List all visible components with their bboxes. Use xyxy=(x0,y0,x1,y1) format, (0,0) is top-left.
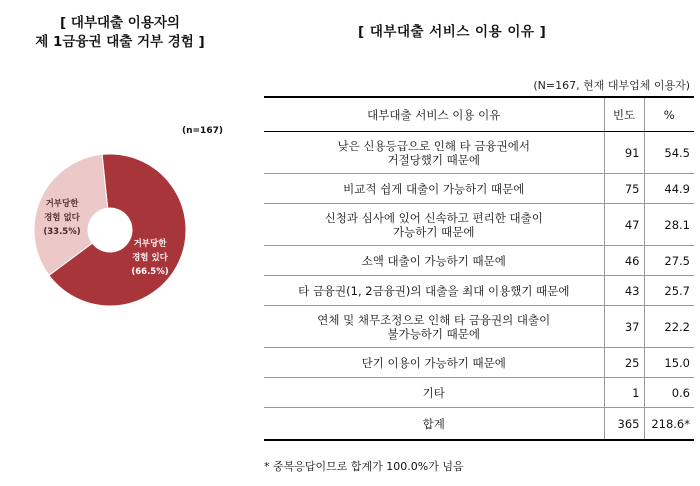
table-row xyxy=(264,306,694,348)
pct-cell: 28.1 xyxy=(644,204,694,246)
reason-cell xyxy=(264,132,604,174)
donut-chart xyxy=(30,140,190,320)
table-title: [ 대부대출 서비스 이용 이유 ] xyxy=(358,24,547,40)
header-freq: 빈도 xyxy=(604,97,644,132)
pct-cell: 0.6 xyxy=(644,378,694,408)
total-freq: 365 xyxy=(604,408,644,441)
freq-cell: 37 xyxy=(604,306,644,348)
reason-cell xyxy=(264,306,604,348)
pct-cell: 27.5 xyxy=(644,246,694,276)
reason-line2: 가능하기 때문에 xyxy=(393,224,475,239)
table-row xyxy=(264,246,694,276)
total-pct: 218.6* xyxy=(644,408,694,441)
donut-chart-title xyxy=(0,14,240,52)
freq-cell: 43 xyxy=(604,276,644,306)
freq-cell: 46 xyxy=(604,246,644,276)
table-source-note: (N=167, 현재 대부업체 이용자) xyxy=(533,79,690,92)
table-row xyxy=(264,132,694,174)
header-reason: 대부대출 서비스 이용 이유 xyxy=(264,97,604,132)
reason-line1: 기타 xyxy=(422,385,445,400)
reason-cell xyxy=(264,276,604,306)
pct-cell: 15.0 xyxy=(644,348,694,378)
reason-cell xyxy=(264,174,604,204)
total-label: 합계 xyxy=(264,408,604,441)
donut-slice-label: 거부당한 xyxy=(45,199,79,209)
freq-cell: 91 xyxy=(604,132,644,174)
sample-size-label: (n=167) xyxy=(182,126,223,136)
reason-line1: 소액 대출이 가능하기 때문에 xyxy=(361,253,506,268)
reasons-table xyxy=(264,96,694,441)
reason-line1: 연체 및 채무조정으로 인해 타 금융권의 대출이 xyxy=(317,312,551,327)
header-pct: % xyxy=(644,97,694,132)
reason-line1: 타 금융권(1, 2금융권)의 대출을 최대 이용했기 때문에 xyxy=(298,283,570,298)
reason-line1: 단기 이용이 가능하기 때문에 xyxy=(361,355,506,370)
table-row xyxy=(264,348,694,378)
reason-cell xyxy=(264,204,604,246)
reason-cell xyxy=(264,378,604,408)
footnote: * 중복응답이므로 합계가 100.0%가 넘음 xyxy=(264,460,464,473)
donut-slice-label: 경험 없다 xyxy=(44,213,80,223)
reason-line1: 비교적 쉽게 대출이 가능하기 때문에 xyxy=(343,181,525,196)
donut-slice-label: 거부당한 xyxy=(133,239,167,249)
donut-slice-label: (66.5%) xyxy=(131,267,169,277)
freq-cell: 75 xyxy=(604,174,644,204)
reason-line2: 거절당했기 때문에 xyxy=(387,152,481,167)
pct-cell: 54.5 xyxy=(644,132,694,174)
donut-title-line1: [ 대부대출 이용자의 xyxy=(60,15,180,31)
table-row xyxy=(264,276,694,306)
reason-line1: 신청과 심사에 있어 신속하고 편리한 대출이 xyxy=(324,210,543,225)
table-total-row xyxy=(264,408,694,441)
pct-cell: 25.7 xyxy=(644,276,694,306)
donut-slice-label: 경험 있다 xyxy=(132,253,168,263)
freq-cell: 25 xyxy=(604,348,644,378)
reason-line1: 낮은 신용등급으로 인해 타 금융권에서 xyxy=(337,138,530,153)
pct-cell: 22.2 xyxy=(644,306,694,348)
freq-cell: 47 xyxy=(604,204,644,246)
table-row xyxy=(264,174,694,204)
reason-cell xyxy=(264,246,604,276)
reason-line2: 불가능하기 때문에 xyxy=(387,326,481,341)
donut-title-line2: 제 1금융권 대출 거부 경험 ] xyxy=(35,34,205,50)
donut-slice-label: (33.5%) xyxy=(43,227,81,237)
reason-cell xyxy=(264,348,604,378)
table-row xyxy=(264,204,694,246)
pct-cell: 44.9 xyxy=(644,174,694,204)
freq-cell: 1 xyxy=(604,378,644,408)
table-header-row xyxy=(264,97,694,132)
table-row xyxy=(264,378,694,408)
